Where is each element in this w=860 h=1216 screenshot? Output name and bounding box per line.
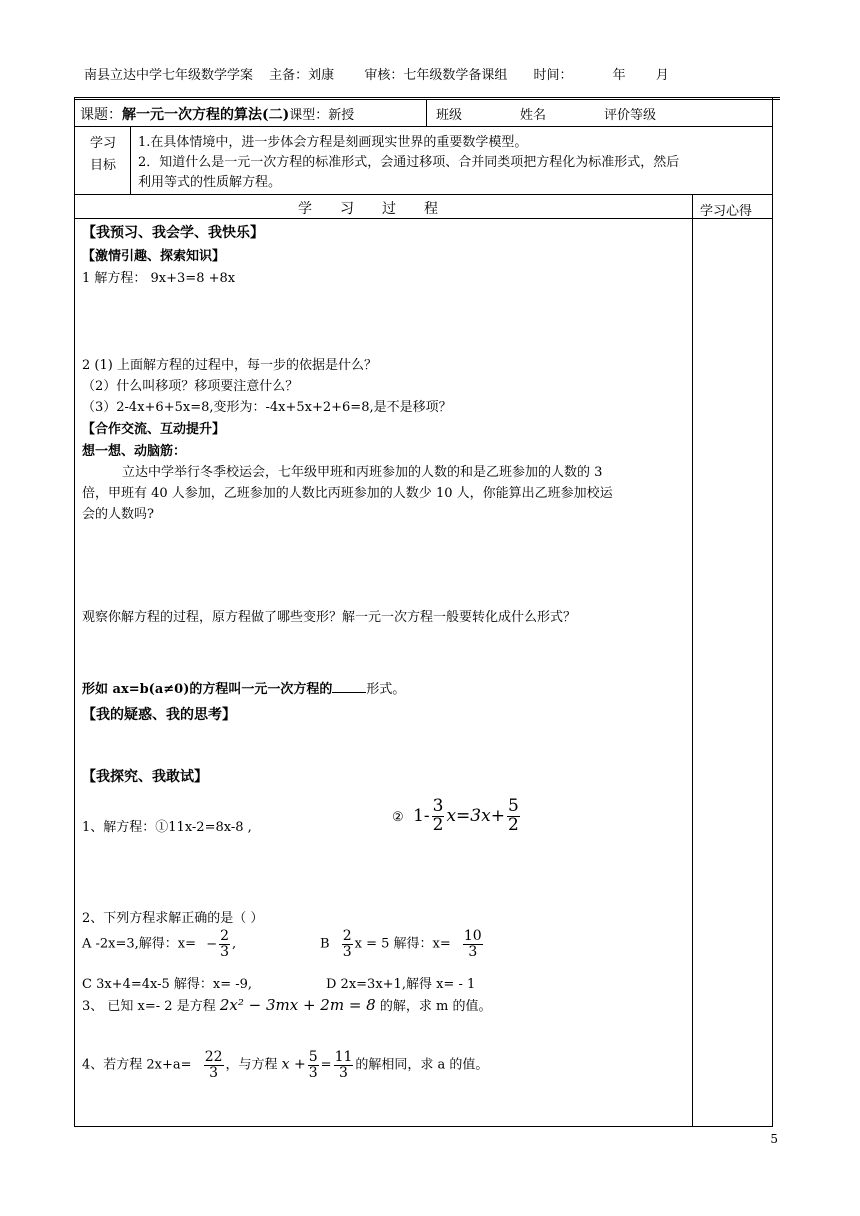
ex1b-fraction-2 — [507, 798, 520, 835]
option-a-fraction — [219, 929, 230, 959]
month-label: 月 — [655, 68, 669, 83]
option-a-minus: − — [206, 936, 218, 952]
option-b-result-numerator: 10 — [463, 928, 482, 944]
goal-line-2: 2．知道什么是一元一次方程的标准形式，会通过移项、合并同类项把方程化为标准形式，然后 — [138, 155, 680, 170]
exercise-2-option-c: C 3x+4=4x-5 解得：x= -9, — [82, 977, 253, 992]
table-border-right — [772, 97, 773, 1127]
grade-label: 评价等级 — [604, 108, 657, 123]
option-b-result-denominator: 3 — [468, 943, 478, 960]
section-doubt: 【我的疑惑、我的思考】 — [82, 707, 236, 723]
observe-question: 观察你解方程的过程，原方程做了哪些变形？解一元一次方程一般要转化成什么形式？ — [82, 610, 577, 625]
exercise-3 — [82, 995, 491, 1014]
circled-2: ② — [392, 809, 404, 825]
ex1b-f2-numerator: 5 — [507, 796, 519, 816]
ex4-f2-numerator: 5 — [308, 1049, 318, 1065]
ex4-f2-denominator: 3 — [308, 1064, 318, 1081]
topic-title: 解一元一次方程的算法(二) — [122, 107, 290, 123]
exercise-1b — [392, 798, 522, 835]
reviewer: 审核：七年级数学备课组 — [364, 68, 508, 83]
table-border-left — [74, 97, 75, 1127]
row-divider-1 — [74, 126, 773, 127]
question-2-2: （2）什么叫移项？移项要注意什么？ — [82, 379, 299, 394]
notes-column-header: 学习心得 — [700, 204, 753, 219]
goal-line-1: 1.在具体情境中，进一步体会方程是刻画现实世界的重要数学模型。 — [138, 135, 528, 150]
section-cooperation: 【合作交流、互动提升】 — [82, 422, 226, 437]
exercise-2-option-a — [82, 929, 236, 959]
row-divider-3 — [74, 218, 773, 219]
question-2-1: 2 (1) 上面解方程的过程中，每一步的依据是什么？ — [82, 358, 377, 373]
exercise-4-text-a: 4、若方程 2x+a= — [82, 1057, 192, 1073]
goal-col-divider — [130, 126, 131, 194]
class-label: 班级 — [436, 108, 463, 123]
option-b-letter: B — [320, 936, 330, 952]
standard-form-text-a: 形如 ax=b(a≠0)的方程叫一元一次方程的 — [82, 682, 333, 697]
ex1b-prefix: 1- — [413, 805, 430, 826]
notes-col-divider — [692, 194, 693, 1126]
story-line-1: 立达中学举行冬季校运会，七年级甲班和丙班参加的人数的和是乙班参加的人数的 3 — [122, 465, 603, 480]
exercise-3-equation: 2x² − 3mx + 2m = 8 — [219, 996, 376, 1014]
ex1b-fraction-1 — [432, 798, 445, 835]
lesson-type: 课型：新授 — [289, 108, 355, 123]
table-border-top-thick — [74, 97, 780, 98]
topic-label: 课题： — [80, 107, 122, 123]
exercise-3-text-b: 的解，求 m 的值。 — [379, 999, 492, 1014]
fill-blank — [332, 680, 366, 693]
question-1: 1 解方程： 9x+3=8 +8x — [82, 271, 236, 286]
think-heading: 想一想、动脑筋： — [82, 444, 187, 459]
ex4-f3-denominator: 3 — [339, 1064, 348, 1081]
story-line-2: 倍，甲班有 40 人参加，乙班参加的人数比丙班参加的人数少 10 人，你能算出乙班参加校运 — [82, 486, 613, 501]
topic-row — [80, 104, 354, 124]
year-label: 年 — [612, 68, 626, 83]
ex4-f1-numerator: 22 — [204, 1049, 223, 1065]
option-b-text: x = 5 解得：x= — [354, 936, 451, 952]
exercise-2-option-b — [320, 929, 485, 959]
exercise-4-x: x + — [281, 1056, 306, 1073]
table-border-bottom — [74, 1126, 773, 1127]
option-a-text: A -2x=3,解得：x= — [82, 936, 197, 952]
exercise-4-equals: = — [320, 1057, 332, 1073]
option-a-numerator: 2 — [220, 928, 230, 944]
page-number: 5 — [770, 1132, 778, 1146]
option-a-denominator: 3 — [220, 943, 230, 960]
exercise-4-text-b: ，与方程 — [225, 1057, 278, 1073]
school-title: 南县立达中学七年级数学学案 — [84, 68, 254, 83]
ex4-f3-numerator: 11 — [334, 1049, 353, 1065]
option-b-fraction — [342, 929, 353, 959]
option-b-numerator: 2 — [342, 928, 352, 944]
standard-form-text-b: 形式。 — [366, 682, 406, 697]
goals-label-2: 目标 — [90, 158, 117, 173]
exercise-2-option-d: D 2x=3x+1,解得 x= - 1 — [326, 977, 476, 992]
row-divider-2 — [74, 194, 773, 195]
option-b-denominator: 3 — [342, 943, 352, 960]
process-column-header: 学 习 过 程 — [298, 201, 438, 217]
ex4-f1-denominator: 3 — [209, 1064, 219, 1081]
section-intro: 【激情引趣、探索知识】 — [82, 249, 226, 264]
ex1b-f2-denominator: 2 — [507, 814, 519, 835]
exercise-4-text-c: 的解相同，求 a 的值。 — [355, 1057, 489, 1073]
standard-form-definition — [82, 678, 405, 697]
exercise-2: 2、下列方程求解正确的是（ ） — [82, 911, 264, 926]
section-preview: 【我预习、我会学、我快乐】 — [82, 225, 264, 241]
question-2-3: （3）2-4x+6+5x=8,变形为：-4x+5x+2+6=8,是不是移项？ — [82, 400, 452, 415]
table-border-top — [74, 99, 780, 100]
goal-line-3: 利用等式的性质解方程。 — [138, 175, 282, 190]
story-line-3: 会的人数吗? — [82, 507, 154, 522]
exercise-4 — [82, 1050, 488, 1080]
ex1b-middle: x=3x+ — [446, 805, 505, 826]
lead-author: 主备：刘康 — [269, 68, 335, 83]
exercise-1a: 1、解方程：①11x-2=8x-8 , — [82, 820, 252, 835]
info-col-divider — [426, 99, 427, 127]
ex1b-f1-denominator: 2 — [432, 814, 444, 835]
goals-label-1: 学习 — [90, 136, 117, 151]
name-label: 姓名 — [520, 108, 547, 123]
ex1b-f1-numerator: 3 — [432, 796, 444, 816]
exercise-3-text-a: 3、 已知 x=- 2 是方程 — [82, 999, 216, 1014]
section-explore: 【我探究、我敢试】 — [82, 769, 208, 785]
option-a-comma: , — [232, 936, 237, 952]
page-header — [84, 64, 669, 83]
time-label: 时间： — [533, 68, 573, 83]
exercise-4-fraction-3 — [334, 1050, 354, 1080]
exercise-4-fraction-2 — [308, 1050, 319, 1080]
option-b-result — [463, 929, 483, 959]
exercise-4-fraction-1 — [204, 1050, 224, 1080]
